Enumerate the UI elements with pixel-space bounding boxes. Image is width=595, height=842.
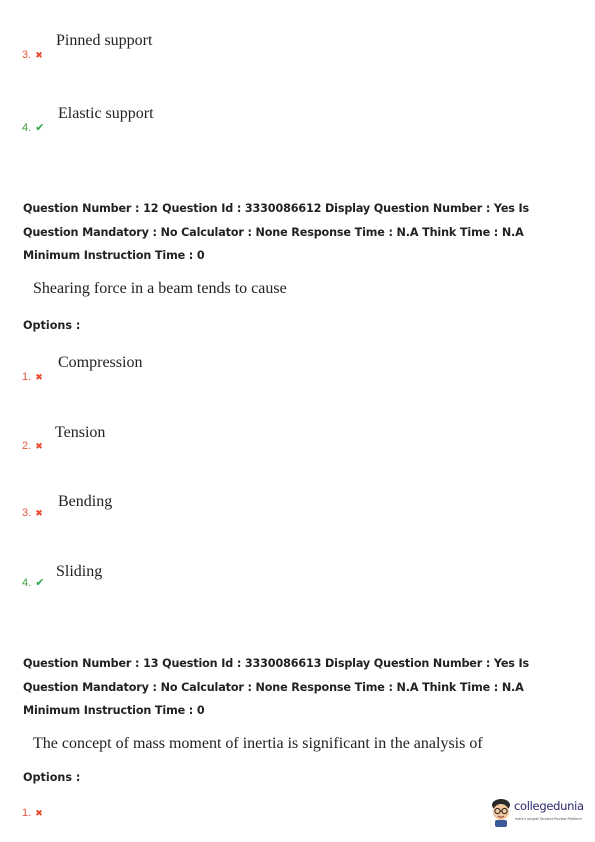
- collegedunia-logo: [488, 796, 592, 830]
- question-text-12: Shearing force in a beam tends to cause: [33, 280, 287, 297]
- question-text-13: The concept of mass moment of inertia is significant in the analysis of: [33, 735, 483, 752]
- option-text: Pinned support: [56, 32, 153, 49]
- mascot-icon: [488, 796, 514, 828]
- logo-text: collegedunia: [514, 799, 584, 813]
- question-meta-12: Question Number : 12 Question Id : 3330086612 Display Question Number : Yes Is Question Mandatory : No Calculator : None Response Time : N.A Think Time : N.A Minimum Instruction Time : 0: [23, 202, 530, 262]
- options-label: Options :: [23, 771, 81, 784]
- logo-tagline: India's largest Student Review Platform: [515, 817, 582, 821]
- cross-icon: ✖: [35, 508, 43, 518]
- option-number: 3. ✖: [22, 49, 43, 61]
- option-number: 4. ✔: [22, 577, 45, 589]
- option-number: 3. ✖: [22, 507, 43, 519]
- cross-icon: ✖: [35, 441, 43, 451]
- check-icon: ✔: [35, 122, 45, 134]
- option-text: Sliding: [56, 563, 103, 580]
- option-text: Elastic support: [58, 105, 154, 122]
- options-label: Options :: [23, 319, 81, 332]
- check-icon: ✔: [35, 577, 45, 589]
- question-meta-13: Question Number : 13 Question Id : 3330086613 Display Question Number : Yes Is Question Mandatory : No Calculator : None Response Time : N.A Think Time : N.A Minimum Instruction Time : 0: [23, 657, 530, 717]
- cross-icon: ✖: [35, 372, 43, 382]
- option-text: Bending: [58, 493, 113, 510]
- option-text: Tension: [55, 424, 106, 441]
- option-text: Compression: [58, 354, 143, 371]
- option-number: 4. ✔: [22, 122, 45, 134]
- cross-icon: ✖: [35, 808, 43, 818]
- option-number: 1. ✖: [22, 371, 43, 383]
- cross-icon: ✖: [35, 50, 43, 60]
- option-number: 1. ✖: [22, 807, 43, 819]
- option-number: 2. ✖: [22, 440, 43, 452]
